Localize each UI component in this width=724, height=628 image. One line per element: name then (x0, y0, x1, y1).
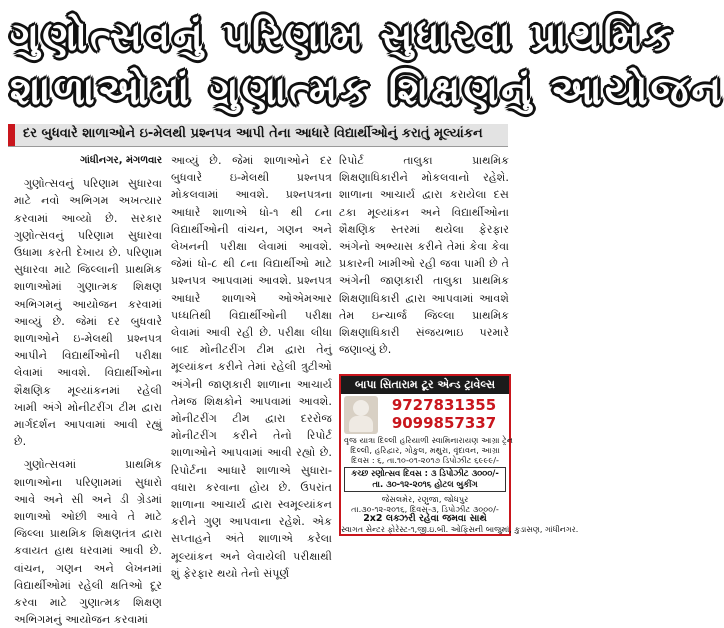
paragraph: આવ્યું છે. જેમાં શાળાઓને દર બુધવારે ઇ-મેલથી પ્રશ્નપત્ર મોકલવામાં આવશે. પ્રશ્નપત્રના આધારે શાળાએ ધો-૧ થી ૮ના વિદ્યાર્થીઓની વાંચન, ગણન અને લેખનની પરીક્ષા લેવામાં આવશે. જેમાં ધો-૮ થી ૮ના વિદ્યાર્થીઓ માટે પ્રશ્નપત્ર આપવામાં આવશે. પ્રશ્નપત્ર આધારે શાળાએ ઓએમઆર પધ્ધતિથી વિદ્યાર્થીઓની પરીક્ષા લેવામાં આવી રહી છે. પરીક્ષા લીધા બાદ મોનીટરીંગ ટીમ દ્વારા તેનું મૂલ્યાંકન કરીને તેમાં રહેલી ત્રુટીઓ અંગેની જાણકારી શાળાના આચાર્ય તેમજ શિક્ષકોને આપવામાં આવશે. મોનીટરીંગ ટીમ દ્વારા દરરોજ મોનીટરીંગ કરીને તેનો રિપોર્ટ શાળાઓને આપવામાં આવી રહ્યો છે. રિપોર્ટના આધારે શાળાએ સુધારા-વધારા કરવાના હોય છે. ઉપરાંત શાળાના આચાર્ય દ્વારા સ્વમૂલ્યાંકન કરીને ગુણ આપવાના રહેશે. એક સપ્તાહને અંતે શાળાએ કરેલા મૂલ્યાંકન અને લેવાયેલી પરીક્ષાથી શું ફેરફાર થયો તેનો સંપૂર્ણ (171, 154, 332, 580)
ad-phone-1: 9727831355 (391, 396, 497, 414)
ad-luxury-line: 2x2 લક્ઝરી રહેવા જમવા સાથે (363, 513, 487, 524)
ad-line: દિવસ : ૬, તા.૧૦-૦૧-૨૦૧૭ ડિપોઝીટ ૬૯૯૯/- (351, 455, 499, 465)
ad-line: દિલ્લી, હરિદ્વાર, ગોકુલ, મથુરા, વૃંદાવન, આગ્રા (350, 445, 500, 455)
ad-address-line: ઓફિસની બાજુમાં, કુડાસણ, ગાંધીનગર. (450, 525, 579, 534)
person-photo-icon (344, 396, 378, 434)
ad-box-line: તા. ૩૦-૧૨-૨૦૧૬ હોટલ બુકીંગ (372, 479, 478, 489)
article-column-1 (14, 152, 162, 627)
ad-line: જેસલમેર, રણુજા, જોધપુર (381, 494, 469, 504)
dateline: ગાંધીનગર, મંગળવાર (80, 155, 162, 166)
ad-phone-2: 9099857337 (391, 414, 497, 432)
ad-address (341, 524, 579, 536)
subheadline-bar (8, 124, 508, 146)
paragraph: રિપોર્ટ તાલુકા પ્રાથમિક શિક્ષણાધિકારીને મોકલવાનો રહેશે. શાળાના આચાર્ય દ્વારા કરાયેલા દસ ટકા મૂલ્યાંકન અને વિદ્યાર્થીઓના શૈક્ષણિક સ્તરમાં થયેલા ફેરફાર અંગેનો અભ્યાસ કરીને તેમાં કેવા કેવા પ્રકારની ખામીઓ રહી જવા પામી છે તે અંગેની જાણકારી તાલુકા પ્રાથમિક શિક્ષણાધિકારી દ્વારા આપવામાં આવશે તેમ ઇન્ચાર્જ જિલ્લા પ્રાથમિક શિક્ષણાધિકારી સંજયભાઇ પરમારે જણાવ્યું છે. (339, 154, 509, 357)
ad-line: વૃજ યાત્રા દિલ્લી હરિયાળી સ્વામિનારાયણ આગ્રા ટ્રેન (344, 435, 514, 445)
divider (8, 146, 508, 147)
headline (0, 0, 724, 122)
ad-box-line: કચ્છ રણોત્સવ દિવસ : ૩ ડિપોઝીટ ૩૦૦૦/- (351, 468, 499, 478)
paragraph: ગુણોત્સવનું પરિણામ સુધારવા માટે નવો અભિગમ અખત્યાર કરવામાં આવ્યો છે. સરકાર ગુણોત્સવનું પરિણામ સુધારવા ઉધામા કરતી દેખાય છે. પરિણામ સુધારવા માટે જિલ્લાની પ્રાથમિક શાળાઓમાં ગુણાત્મક શિક્ષણ અભિગમનું આયોજન કરવામાં આવ્યું છે. જેમાં દર બુધવારે શાળાઓને ઇ-મેલથી પ્રશ્નપત્ર આપીને વિદ્યાર્થીઓની પરીક્ષા લેવામાં આવશે. વિદ્યાર્થીઓના શૈક્ષણિક મૂલ્યાંકનમાં રહેલી ખામી અંગે મોનીટરીંગ ટીમ દ્વારા માર્ગદર્શન આપવામાં આવી રહ્યું છે. (14, 177, 162, 449)
headline-line-2: શાળાઓમાં ગુણાત્મક શિક્ષણનું આયોજન (10, 68, 724, 114)
article-column-3 (339, 152, 509, 373)
subheadline: દર બુધવારે શાળાઓને ઇ-મેલથી પ્રશ્નપત્ર આપી તેના આધારે વિદ્યાર્થીઓનું કરાતું મૂલ્યાંકન (23, 126, 483, 141)
article-column-2 (171, 152, 332, 580)
ad-address-line: સ્વાગત સેન્ટર ફોરેસ્ટ-૧,જી.ઇ.બી. (341, 525, 449, 534)
ad-line: તા.૩૦-૧૨-૨૦૧૬, દિવસ-૩, ડિપોઝીટ ૩૦૦૦/- (351, 504, 499, 514)
ad-highlight-box (344, 467, 506, 492)
travel-advertisement (339, 374, 579, 536)
ad-title: બાપા સિતારામ ટૂર એન્ડ ટ્રાવેલ્સ (341, 376, 509, 394)
paragraph: ગુણોત્સવમાં પ્રાથમિક શાળાઓના પરિણામમાં સુધારો આવે અને સી અને ડી ગ્રેડમાં શાળાઓ ઓછી આવે તે માટે જિલ્લા પ્રાથમિક શિક્ષણતંત્ર દ્વારા કવાયત હાથ ધરવામાં આવી છે. વાંચન, ગણન અને લેખનમાં વિદ્યાર્થીઓમાં રહેલી ક્ષતિઓ દૂર કરવા માટે ગુણાત્મક શિક્ષણ અભિગમનું આયોજન કરવામાં (14, 458, 162, 627)
headline-line-1: ગુણોત્સવનું પરિણામ સુધારવા પ્રાથમિક (10, 14, 675, 60)
